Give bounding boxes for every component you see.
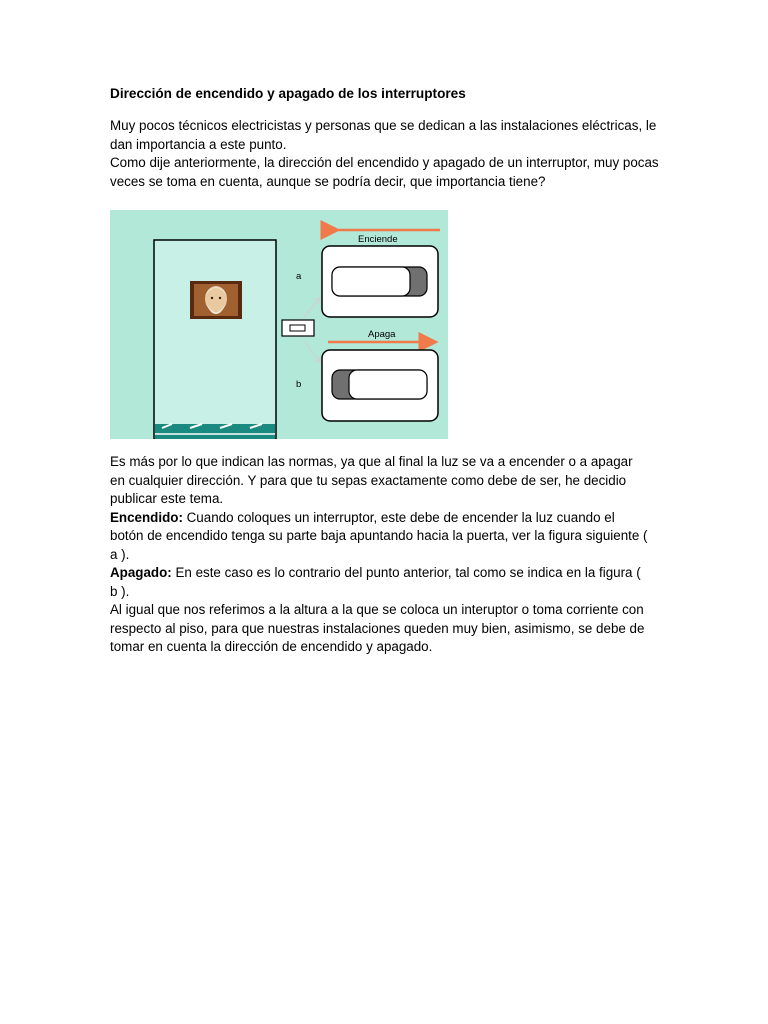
body-section xyxy=(110,453,650,657)
portrait-picture xyxy=(190,281,242,319)
encendido-paragraph xyxy=(110,509,650,565)
body-paragraph-last: Al igual que nos referimos a la altura a la que se coloca un interuptor o toma corriente con respecto al piso, para que nuestras instalaciones queden muy bien, asimismo, se debe de tomar en cuenta la dirección de encendido y apagado. xyxy=(110,602,645,654)
encendido-label: Encendido: xyxy=(110,509,183,525)
floor-tiles xyxy=(155,424,275,439)
switch-b xyxy=(322,350,438,421)
figure-label-a: a xyxy=(296,271,302,282)
apagado-text: En este caso es lo contrario del punto anterior, tal como se indica en la figura ( b ). xyxy=(110,565,641,599)
switch-direction-figure xyxy=(110,210,448,439)
intro-paragraph-1: Muy pocos técnicos electricistas y personas que se dedican a las instalaciones eléctricas, le dan importancia a este punto. xyxy=(110,118,657,152)
figure-label-b: b xyxy=(296,379,302,390)
body-paragraph-1: Es más por lo que indican las normas, ya que al final la luz se va a encender o a apagar en cualquier dirección. Y para que tu sepas exactamente como debe de ser, he decidio publicar este tema. xyxy=(110,454,633,506)
pointer-line-b xyxy=(303,340,320,362)
door xyxy=(154,240,276,439)
switch-diagram xyxy=(110,210,448,439)
apagado-paragraph xyxy=(110,564,650,601)
document-title: Dirección de encendido y apagado de los interruptores xyxy=(110,86,466,101)
intro-paragraph-2: Como dije anteriormente, la dirección del encendido y apagado de un interruptor, muy pocas veces se toma en cuenta, aunque se podría decir, que importancia tiene? xyxy=(110,155,659,189)
pointer-line-a xyxy=(303,298,320,318)
enciende-label: Enciende xyxy=(358,234,398,245)
intro-section xyxy=(110,117,670,191)
switch-a xyxy=(322,246,438,317)
apaga-label: Apaga xyxy=(368,329,396,340)
encendido-text: Cuando coloques un interruptor, este debe de encender la luz cuando el botón de encendido tenga su parte baja apuntando hacia la puerta, ver la figura siguiente ( a ). xyxy=(110,509,648,562)
wall-switch xyxy=(282,320,314,336)
apagado-label: Apagado: xyxy=(110,565,172,580)
